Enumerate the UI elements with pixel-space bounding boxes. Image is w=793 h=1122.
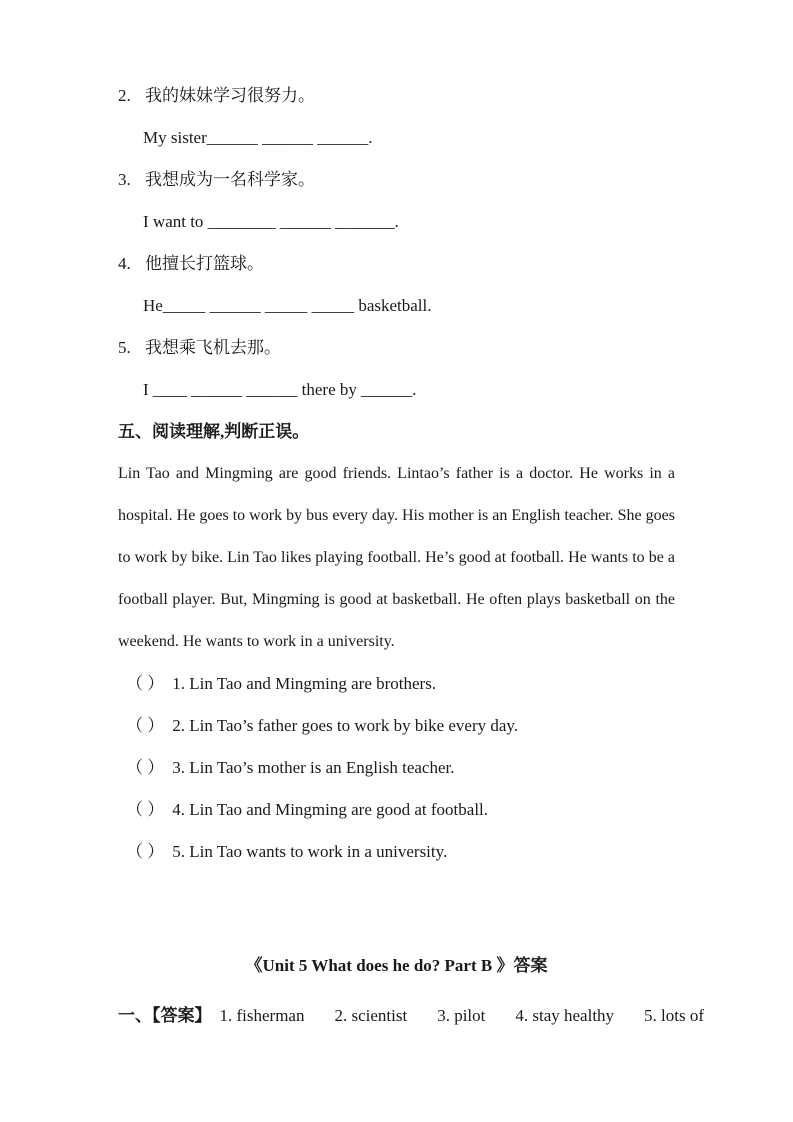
fill-item-2-chinese: 我的妹妹学习很努力。	[145, 86, 315, 105]
fill-item-2-blank: My sister______ ______ ______.	[143, 128, 373, 147]
answer-item-1: 1. fisherman	[219, 1006, 305, 1025]
answer-item-3: 3. pilot	[437, 1006, 486, 1025]
tf-question-1	[118, 663, 675, 705]
answers-title: 《Unit 5 What does he do? Part B 》答案	[245, 956, 548, 975]
fill-item-5-blank: I ____ ______ ______ there by ______.	[143, 380, 417, 399]
fill-item-2-number: 2.	[118, 86, 131, 105]
tf-question-3-text: 3. Lin Tao’s mother is an English teacher.	[172, 758, 455, 777]
tf-question-5	[118, 831, 675, 873]
tf-question-4	[118, 789, 675, 831]
fill-item-3-chinese-line	[118, 159, 675, 201]
fill-item-3-blank: I want to ________ ______ _______.	[143, 212, 399, 231]
tf-question-3	[118, 747, 675, 789]
fill-item-5-number: 5.	[118, 338, 131, 357]
fill-item-4-number: 4.	[118, 254, 131, 273]
fill-item-5-chinese-line	[118, 327, 675, 369]
tf-question-5-paren: （ ）	[126, 842, 165, 861]
answers-row	[118, 995, 705, 1037]
fill-item-4-chinese-line	[118, 243, 675, 285]
tf-question-1-text: 1. Lin Tao and Mingming are brothers.	[172, 674, 437, 693]
fill-item-3-number: 3.	[118, 170, 131, 189]
fill-item-4-blank: He_____ ______ _____ _____ basketball.	[143, 296, 432, 315]
tf-question-3-paren: （ ）	[126, 758, 165, 777]
tf-question-2-text: 2. Lin Tao’s father goes to work by bike every day.	[172, 716, 519, 735]
tf-question-4-paren: （ ）	[126, 800, 165, 819]
answer-item-4: 4. stay healthy	[515, 1006, 615, 1025]
tf-question-5-text: 5. Lin Tao wants to work in a university.	[172, 842, 448, 861]
tf-question-1-paren: （ ）	[126, 674, 165, 693]
fill-item-5-chinese: 我想乘飞机去那。	[145, 338, 281, 357]
answers-label: 一、【答案】	[118, 1006, 212, 1025]
answer-item-5: 5. lots of	[644, 1006, 705, 1025]
fill-item-2-chinese-line	[118, 75, 675, 117]
reading-section-heading: 五、阅读理解,判断正误。	[118, 422, 310, 441]
tf-question-2	[118, 705, 675, 747]
answer-item-2: 2. scientist	[334, 1006, 408, 1025]
fill-item-3-chinese: 我想成为一名科学家。	[145, 170, 315, 189]
reading-passage: Lin Tao and Mingming are good friends. Lintao’s father is a doctor. He works in a hospital. He goes to work by bus every day. His mother is an English teacher. She goes to work by bike. Lin Tao likes playing football. He’s good at football. He wants to be a football player. But, Mingming is good at basketball. He often plays basketball on the weekend. He wants to work in a university.	[118, 465, 675, 650]
fill-item-4-chinese: 他擅长打篮球。	[145, 254, 264, 273]
tf-question-2-paren: （ ）	[126, 716, 165, 735]
tf-question-4-text: 4. Lin Tao and Mingming are good at football.	[172, 800, 489, 819]
